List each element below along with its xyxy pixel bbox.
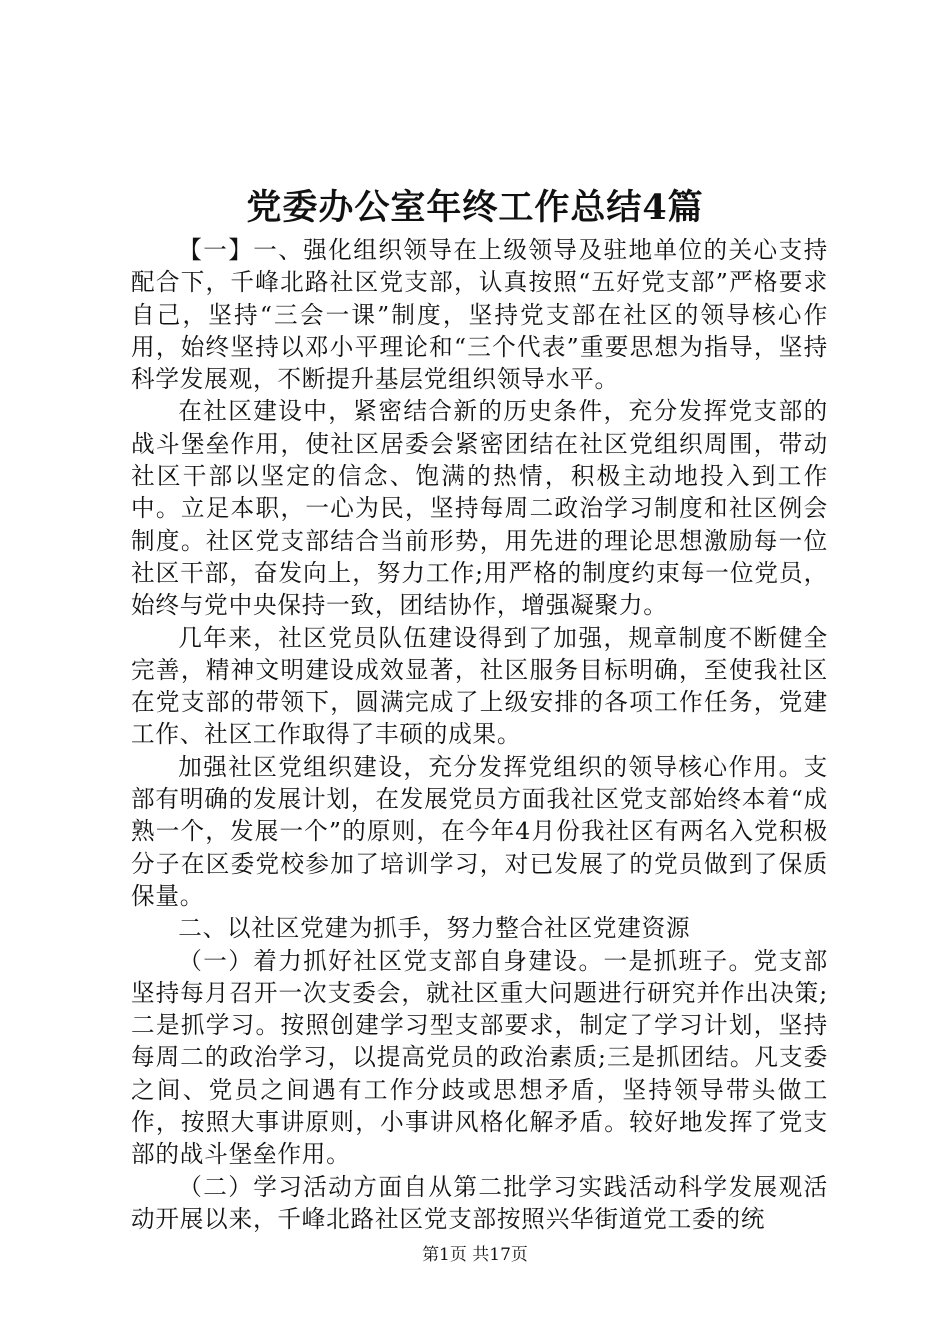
paragraph-4: 加强社区党组织建设，充分发挥党组织的领导核心作用。支部有明确的发展计划，在发展党员方面我社区党支部始终本着“成熟一个，发展一个”的原则，在今年4月份我社区有两名入党积极分子在区委党校参加了培训学习，对已发展了的党员做到了保质保量。 (131, 752, 828, 910)
page-number-footer: 第1页 共17页 (422, 1245, 528, 1265)
paragraph-2: 在社区建设中，紧密结合新的历史条件，充分发挥党支部的战斗堡垒作用，使社区居委会紧密团结在社区党组织周围，带动社区干部以坚定的信念、饱满的热情，积极主动地投入到工作中。立足本职，一心为民，坚持每周二政治学习制度和社区例会制度。社区党支部结合当前形势，用先进的理论思想激励每一位社区干部，奋发向上，努力工作;用严格的制度约束每一位党员，始终与党中央保持一致，团结协作，增强凝聚力。 (131, 397, 828, 620)
document-body (131, 234, 828, 1235)
paragraph-3: 几年来，社区党员队伍建设得到了加强，规章制度不断健全完善，精神文明建设成效显著，社区服务目标明确，至使我社区在党支部的带领下，圆满完成了上级安排的各项工作任务，党建工作、社区工作取得了丰硕的成果。 (131, 623, 828, 749)
paragraph-6: （二）学习活动方面自从第二批学习实践活动科学发展观活动开展以来，千峰北路社区党支部按照兴华街道党工委的统 (131, 1172, 828, 1233)
document-title: 党委办公室年终工作总结4篇 (246, 187, 704, 228)
paragraph-5: （一）着力抓好社区党支部自身建设。一是抓班子。党支部坚持每月召开一次支委会，就社区重大问题进行研究并作出决策;二是抓学习。按照创建学习型支部要求，制定了学习计划，坚持每周二的政治学习，以提高党员的政治素质;三是抓团结。凡支委之间、党员之间遇有工作分歧或思想矛盾，坚持领导带头做工作，按照大事讲原则，小事讲风格化解矛盾。较好地发挥了党支部的战斗堡垒作用。 (131, 946, 828, 1169)
paragraph-1: 【一】一、强化组织领导在上级领导及驻地单位的关心支持配合下，千峰北路社区党支部，认真按照“五好党支部”严格要求自己，坚持“三会一课”制度，坚持党支部在社区的领导核心作用，始终坚持以邓小平理论和“三个代表”重要思想为指导，坚持科学发展观，不断提升基层党组织领导水平。 (131, 236, 828, 394)
section-heading-2: 二、以社区党建为抓手，努力整合社区党建资源 (178, 914, 691, 943)
